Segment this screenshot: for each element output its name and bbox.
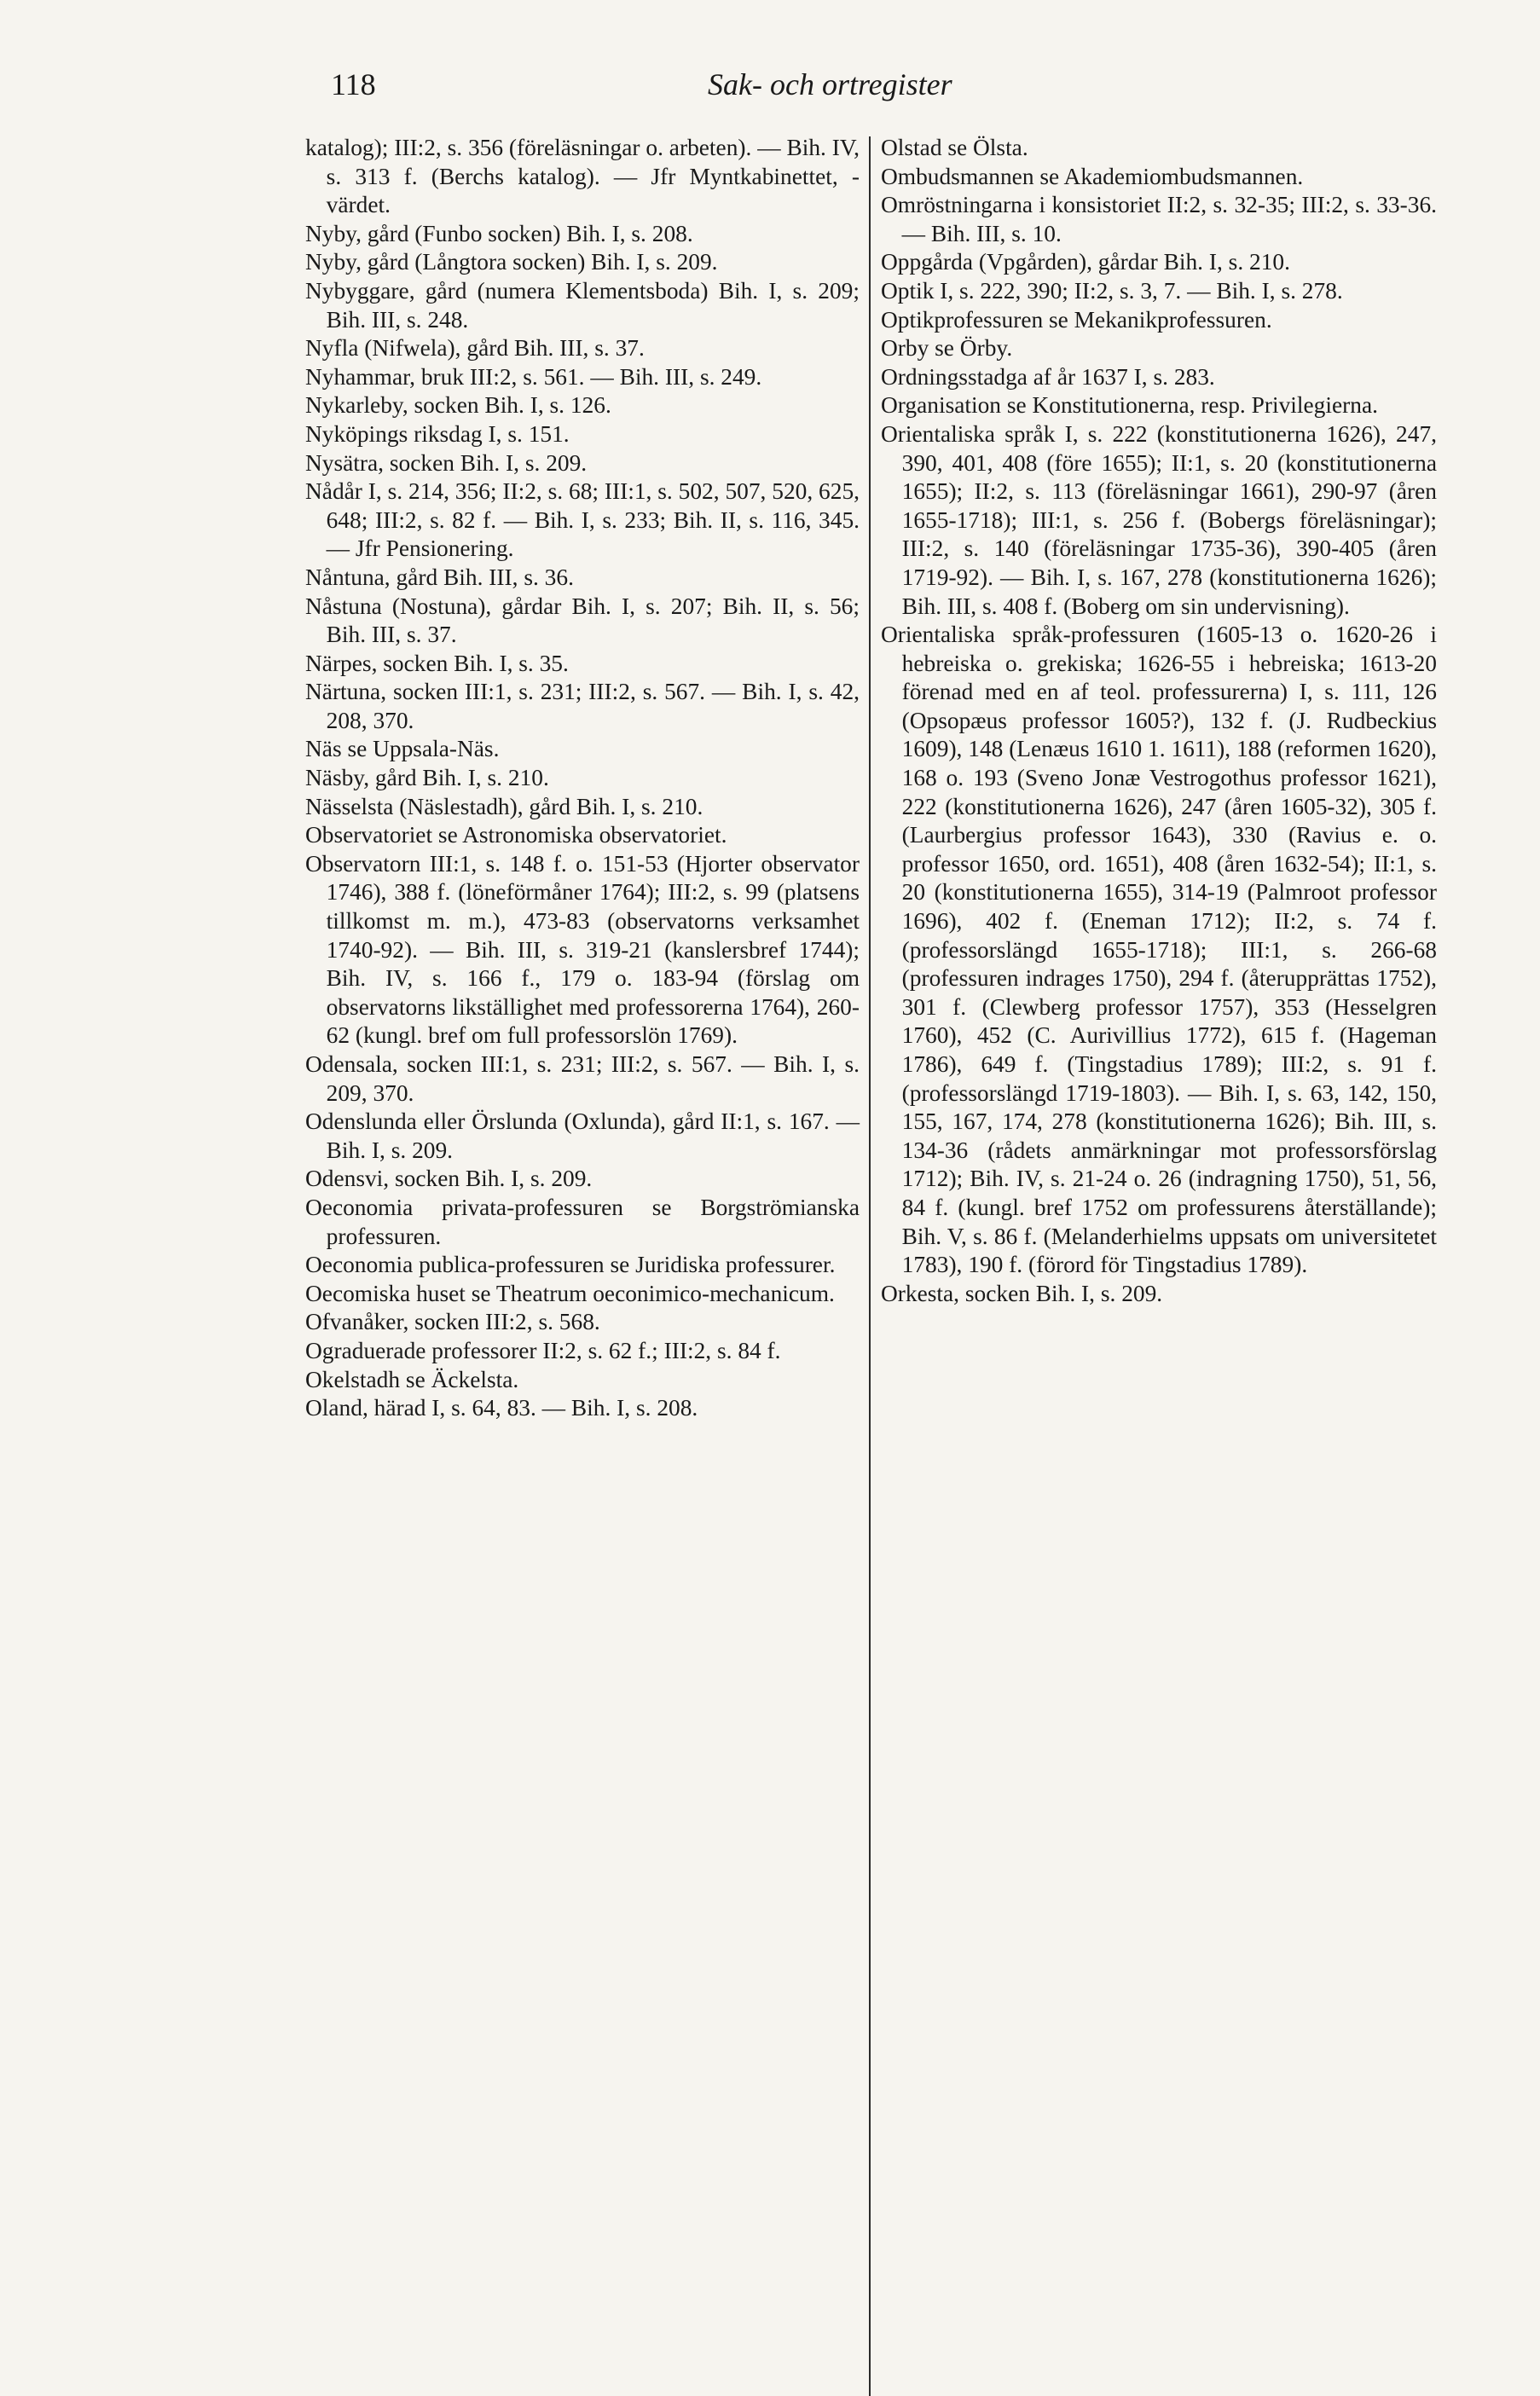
index-entry: Oeconomia publica-professuren se Juridiska professurer. bbox=[305, 1252, 836, 1278]
index-entry: Oeconomia privata-professuren se Borgströmianska professuren. bbox=[305, 1194, 860, 1249]
index-column-right bbox=[881, 134, 1437, 1308]
index-entry: Optik I, s. 222, 390; II:2, s. 3, 7. — Bih. I, s. 278. bbox=[881, 277, 1343, 304]
index-entry: Okelstadh se Äckelsta. bbox=[305, 1366, 519, 1392]
index-entry: Näs se Uppsala-Näs. bbox=[305, 736, 500, 762]
index-entry: Nässelsta (Näslestadh), gård Bih. I, s. 210. bbox=[305, 793, 703, 819]
index-entry: Nåntuna, gård Bih. III, s. 36. bbox=[305, 564, 574, 590]
page-number: 118 bbox=[331, 67, 376, 101]
index-column-left bbox=[305, 134, 860, 1423]
index-entry: Odenslunda eller Örslunda (Oxlunda), gård II:1, s. 167. — Bih. I, s. 209. bbox=[305, 1108, 860, 1163]
index-entry: Orientaliska språk-professuren (1605-13 o. 1620-26 i hebreiska o. grekiska; 1626-55 i hebreiska; 1613-20 förenad med en af teol. professurerna) I, s. 111, 126 (Opsopæus professor 1605?), 132 f. (J. Rudbeckius 1609), 148 (Lenæus 1610 1. 1611), 188 (reformen 1620), 168 o. 193 (Sveno Jonæ Vestrogothus professor 1621), 222 (konstitutionerna 1626), 247 (åren 1605-32), 305 f. (Laurbergius professor 1643), 330 (Ravius e. o. professor 1650, ord. 1651), 408 (åren 1632-54); II:1, s. 20 (konstitutionerna 1655), 314-19 (Palmroot professor 1696), 402 f. (Eneman 1712); II:2, s. 74 f. (professorslängd 1655-1718); III:1, s. 266-68 (professuren indrages 1750), 294 f. (återupprättas 1752), 301 f. (Clewberg professor 1757), 353 (Hesselgren 1760), 452 (C. Aurivillius 1772), 615 f. (Hageman 1786), 649 f. (Tingstadius 1789); III:2, s. 91 f. (professorslängd 1719-1803). — Bih. I, s. 63, 142, 150, 155, 167, 174, 278 (konstitutionerna 1626); Bih. III, s. 134-36 (rådets anmärkningar mot professorsförslag 1712); Bih. IV, s. 21-24 o. 26 (indragning 1750), 51, 56, 84 f. (kungl. bref 1752 om professurens återställande); Bih. V, s. 86 f. (Melanderhielms uppsats om universitetet 1783), 190 f. (förord för Tingstadius 1789). bbox=[881, 622, 1437, 1278]
index-entry: Ordningsstadga af år 1637 I, s. 283. bbox=[881, 363, 1215, 390]
index-entry: Nysätra, socken Bih. I, s. 209. bbox=[305, 449, 588, 476]
index-entry: Ombudsmannen se Akademiombudsmannen. bbox=[881, 163, 1304, 189]
index-entry: Nyköpings riksdag I, s. 151. bbox=[305, 420, 570, 447]
index-entry: Organisation se Konstitutionerna, resp. Privilegierna. bbox=[881, 392, 1378, 419]
index-entry: Närpes, socken Bih. I, s. 35. bbox=[305, 650, 569, 676]
index-entry: Ograduerade professorer II:2, s. 62 f.; III:2, s. 84 f. bbox=[305, 1337, 781, 1363]
index-entry: Observatoriet se Astronomiska observatoriet. bbox=[305, 822, 727, 848]
index-entry: Oppgårda (Vpgården), gårdar Bih. I, s. 210. bbox=[881, 249, 1290, 275]
page-header bbox=[0, 67, 1540, 118]
index-entry: Odensala, socken III:1, s. 231; III:2, s. 567. — Bih. I, s. 209, 370. bbox=[305, 1051, 860, 1106]
index-entry: Omröstningarna i konsistoriet II:2, s. 32-35; III:2, s. 33-36. — Bih. III, s. 10. bbox=[881, 192, 1437, 246]
index-entry: Nybyggare, gård (numera Klementsboda) Bih. I, s. 209; Bih. III, s. 248. bbox=[305, 277, 860, 333]
column-divider bbox=[869, 136, 871, 2396]
running-title: Sak- och ortregister bbox=[708, 67, 952, 101]
index-entry: Observatorn III:1, s. 148 f. o. 151-53 (Hjorter observator 1746), 388 f. (löneförmåner 1764); III:2, s. 99 (platsens tillkomst m. m.), 473-83 (observatorns verksamhet 1740-92). — Bih. III, s. 319-21 (kanslersbref 1744); Bih. IV, s. 166 f., 179 o. 183-94 (förslag om observatorns likställighet med professorerna 1764), 260-62 (kungl. bref om full professorslön 1769). bbox=[305, 850, 860, 1049]
index-entry: Nykarleby, socken Bih. I, s. 126. bbox=[305, 392, 611, 419]
index-entry: Närtuna, socken III:1, s. 231; III:2, s. 567. — Bih. I, s. 42, 208, 370. bbox=[305, 679, 860, 733]
index-entry: Orkesta, socken Bih. I, s. 209. bbox=[881, 1280, 1163, 1306]
index-entry: Olstad se Ölsta. bbox=[881, 135, 1028, 160]
index-entry: Orientaliska språk I, s. 222 (konstitutionerna 1626), 247, 390, 401, 408 (före 1655); II:1, s. 20 (konstitutionerna 1655); II:2, s. 113 (föreläsningar 1661), 290-97 (åren 1655-1718); III:1, s. 256 f. (Bobergs föreläsningar); III:2, s. 140 (föreläsningar 1735-36), 390-405 (åren 1719-92). — Bih. I, s. 167, 278 (konstitutionerna 1626); Bih. III, s. 408 f. (Boberg om sin undervisning). bbox=[881, 420, 1437, 619]
index-entry: Nåstuna (Nostuna), gårdar Bih. I, s. 207; Bih. II, s. 56; Bih. III, s. 37. bbox=[305, 593, 860, 648]
index-entry: Oland, härad I, s. 64, 83. — Bih. I, s. 208. bbox=[305, 1395, 698, 1421]
index-entry: Näsby, gård Bih. I, s. 210. bbox=[305, 765, 549, 791]
index-entry: Ofvanåker, socken III:2, s. 568. bbox=[305, 1309, 600, 1335]
index-entry: Orby se Örby. bbox=[881, 335, 1013, 362]
index-entry: katalog); III:2, s. 356 (föreläsningar o. arbeten). — Bih. IV, s. 313 f. (Berchs katalog). — Jfr Myntkabinettet, -värdet. bbox=[305, 135, 860, 218]
index-entry: Nyby, gård (Funbo socken) Bih. I, s. 208. bbox=[305, 220, 693, 246]
index-entry: Nyby, gård (Långtora socken) Bih. I, s. 209. bbox=[305, 249, 718, 275]
index-entry: Odensvi, socken Bih. I, s. 209. bbox=[305, 1166, 593, 1192]
index-entry: Nyhammar, bruk III:2, s. 561. — Bih. III, s. 249. bbox=[305, 363, 762, 390]
index-entry: Nyfla (Nifwela), gård Bih. III, s. 37. bbox=[305, 335, 645, 362]
index-entry: Oecomiska huset se Theatrum oeconimico-mechanicum. bbox=[305, 1280, 835, 1306]
index-entry: Optikprofessuren se Mekanikprofessuren. bbox=[881, 306, 1272, 333]
index-entry: Nådår I, s. 214, 356; II:2, s. 68; III:1, s. 502, 507, 520, 625, 648; III:2, s. 82 f. — Bih. I, s. 233; Bih. II, s. 116, 345. — Jfr Pensionering. bbox=[305, 478, 860, 562]
